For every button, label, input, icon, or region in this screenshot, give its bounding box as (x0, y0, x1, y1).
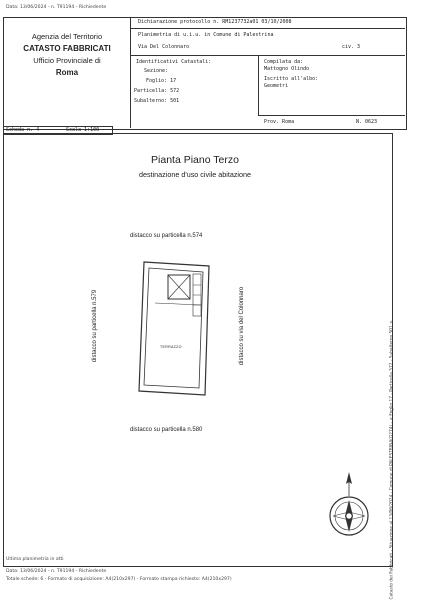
scheda-label: Scheda n. 4 (6, 127, 40, 133)
prov-value: Prov. Roma (264, 119, 295, 125)
header-divider (130, 17, 131, 128)
distacco-top: distacco su particella n.574 (130, 233, 203, 239)
civ-text: civ. 3 (342, 44, 361, 50)
agency-line4: Roma (55, 68, 79, 77)
footer-line3: Totale schede: 6 - Formato di acquisizione: A4(210x297) - Formato stampa richiesto: A4(210x297) (6, 577, 232, 582)
drawing-title: Pianta Piano Terzo (151, 154, 239, 166)
subalterno-value: Subalterno: 501 (134, 98, 180, 104)
agency-line2: CATASTO FABBRICATI (23, 44, 111, 53)
particella-value: Particella: 572 (134, 88, 180, 94)
iscritto-label: Iscritto all'albo: (264, 76, 319, 82)
sezione-label: Sezione: (144, 68, 169, 74)
side-text: Catasto dei Fabbricati - Situazione al 13/06/2024 - Comune di PALESTRINA(G274) - < Foglio 17 - Particella 572 - Subalterno 501 > (389, 320, 395, 600)
scala-label: Scala 1:100 (66, 127, 100, 133)
footer-line2: Data: 13/06/2024 - n. T91194 - Richiedente (6, 569, 107, 574)
dichiarazione-text: Dichiarazione protocollo n. RM1237732a01 03/10/2008 (138, 19, 292, 25)
compilatore-name: Mattogno Olindo (264, 66, 310, 72)
agency-line1: Agenzia del Territorio (31, 32, 103, 41)
albo-value: Geometri (264, 83, 289, 89)
plan-walls (139, 262, 209, 395)
compass-rose-icon (326, 470, 372, 540)
agency-line3: Ufficio Provinciale di (33, 56, 101, 65)
foglio-value: Foglio: 17 (146, 78, 177, 84)
floor-plan (135, 255, 225, 405)
distacco-bottom: distacco su particella n.580 (130, 427, 203, 433)
compilata-label: Compilata da: (264, 59, 304, 65)
distacco-left: distacco su particella n.579 (92, 289, 98, 363)
planimetria-text: Planimetria di u.i.u. in Comune di Palestrina (138, 32, 274, 38)
drawing-subtitle: destinazione d'uso civile abitazione (138, 170, 252, 179)
top-stamp: Data: 13/06/2024 - n. T91194 - Richiedente (6, 5, 107, 10)
agency-block (6, 32, 128, 77)
identificativi-label: Identificativi Catastali: (136, 59, 212, 65)
via-text: Via Del Colonnaro (138, 44, 190, 50)
room-label: TERRAZZO (160, 345, 182, 349)
footer-line1: Ultima planimetria in atti (6, 557, 64, 562)
numero-value: N. 0623 (356, 119, 378, 125)
distacco-right: distacco su via del Colonnaro (239, 286, 245, 366)
